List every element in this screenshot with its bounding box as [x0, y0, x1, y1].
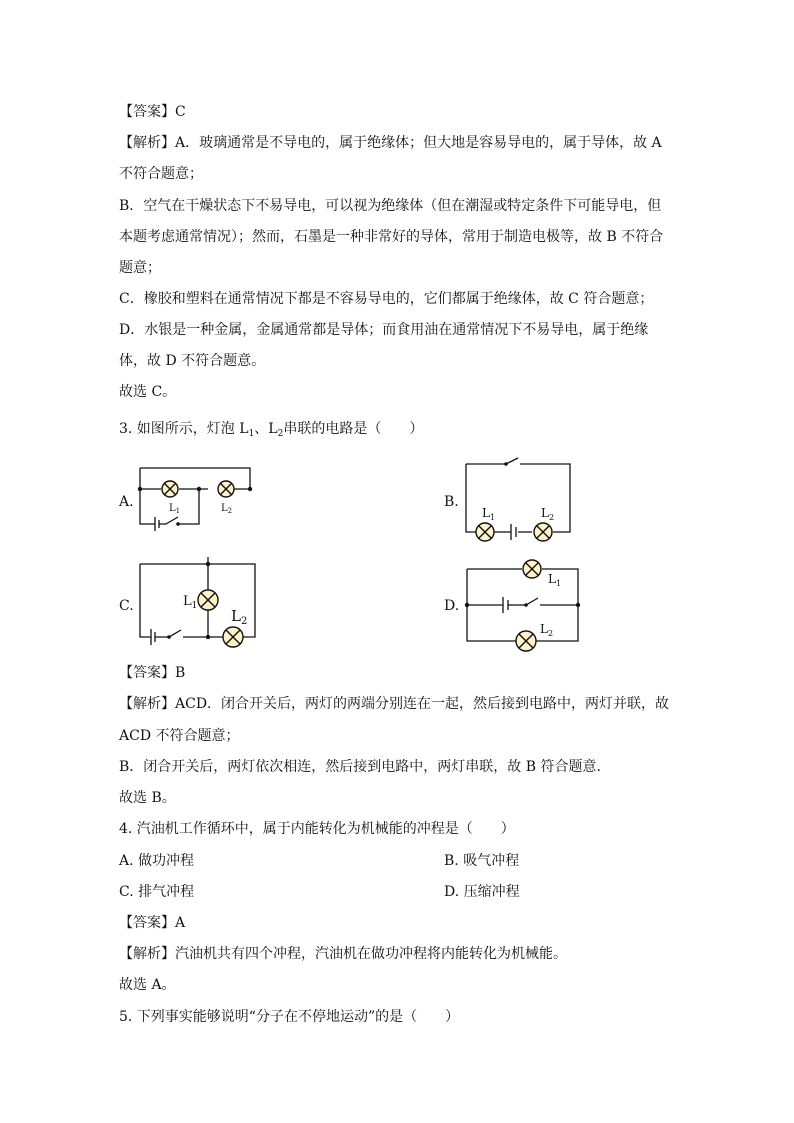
lamp-l2-icon [516, 631, 536, 651]
q4-conclusion: 故选 A。 [119, 977, 176, 993]
lamp-l1-icon [523, 560, 541, 578]
q2-conclusion: 故选 C。 [119, 384, 177, 400]
q3-stem-prefix: 3. 如图所示，灯泡 [119, 421, 240, 437]
q3-option-c-label: C. [119, 598, 134, 614]
circuit-d-diagram [460, 555, 585, 655]
q3-lamp2-sub: 2 [277, 429, 284, 439]
label-l1: $L_1$ [548, 572, 562, 588]
q3-sep: 、 [254, 421, 269, 437]
q2-analysis-d-line1: D．水银是一种金属，金属通常都是导体；而食用油在通常情况下不易导电，属于绝缘 [119, 322, 649, 338]
q2-answer: 【答案】C [119, 104, 186, 120]
q3-conclusion: 故选 B。 [119, 790, 176, 806]
q4-stem: 4. 汽油机工作循环中，属于内能转化为机械能的冲程是（ ） [119, 821, 515, 837]
lamp-l1-icon [162, 481, 178, 497]
lamp-l2-icon [223, 627, 243, 647]
q3-answer: 【答案】B [119, 665, 186, 681]
q3-analysis-line3: B．闭合开关后，两灯依次相连，然后接到电路中，两灯串联，故 B 符合题意. [119, 759, 601, 775]
q4-option-a: A. 做功冲程 [119, 853, 195, 869]
q3-stem-suffix: 串联的电路是（ ） [283, 421, 424, 437]
label-l1: $L_1$ [169, 503, 181, 515]
lamp-l2-icon [534, 523, 552, 541]
label-l2: $L_2$ [540, 622, 554, 638]
lamp-l1-icon [476, 523, 494, 541]
circuit-b-diagram [460, 455, 580, 550]
q3-stem [119, 420, 423, 443]
label-l1: $L_1$ [183, 594, 198, 611]
q2-analysis-a-line2: 不符合题意； [119, 166, 203, 182]
lamp-l2-icon [218, 481, 234, 497]
q3-option-b-label: B. [444, 494, 459, 510]
q2-analysis-a-line1: 【解析】A．玻璃通常是不导电的，属于绝缘体；但大地是容易导电的，属于导体，故 A [119, 135, 662, 151]
q3-option-d-label: D. [444, 598, 460, 614]
q4-option-b: B. 吸气冲程 [444, 853, 520, 869]
q2-analysis-b-line2: 本题考虑通常情况）；然而，石墨是一种非常好的导体，常用于制造电极等，故 B 不符合 [119, 229, 664, 245]
label-l1: $L_1$ [482, 506, 496, 522]
label-l2: $L_2$ [541, 506, 555, 522]
q2-analysis-c: C．橡胶和塑料在通常情况下都是不容易导电的，它们都属于绝缘体，故 C 符合题意； [119, 291, 654, 307]
q2-analysis-b-line1: B．空气在干燥状态下不易导电，可以视为绝缘体（但在潮湿或特定条件下可能导电，但 [119, 198, 662, 214]
circuit-a-diagram [130, 460, 260, 540]
lamp-l1-icon [198, 590, 218, 610]
q3-analysis-line1: 【解析】ACD．闭合开关后，两灯的两端分别连在一起，然后接到电路中，两灯并联，故 [119, 696, 670, 712]
q3-lamp1: L [239, 421, 249, 437]
q3-option-a-label: A. [119, 494, 134, 510]
q3-analysis-line2: ACD 不符合题意； [119, 728, 240, 744]
q4-option-c: C. 排气冲程 [119, 884, 195, 900]
q4-answer: 【答案】A [119, 915, 186, 931]
circuit-c-diagram [135, 555, 260, 655]
q2-analysis-b-line3: 题意； [119, 260, 161, 276]
q5-stem: 5. 下列事实能够说明“分子在不停地运动”的是（ ） [119, 1009, 460, 1025]
q2-analysis-d-line2: 体，故 D 不符合题意。 [119, 353, 266, 369]
q3-lamp1-sub: 1 [248, 429, 255, 439]
q4-option-d: D. 压缩冲程 [444, 884, 520, 900]
label-l2: $L_2$ [231, 607, 248, 627]
q4-analysis: 【解析】汽油机共有四个冲程，汽油机在做功冲程将内能转化为机械能。 [119, 946, 567, 962]
label-l2: $L_2$ [221, 503, 233, 515]
q3-lamp2: L [268, 421, 278, 437]
